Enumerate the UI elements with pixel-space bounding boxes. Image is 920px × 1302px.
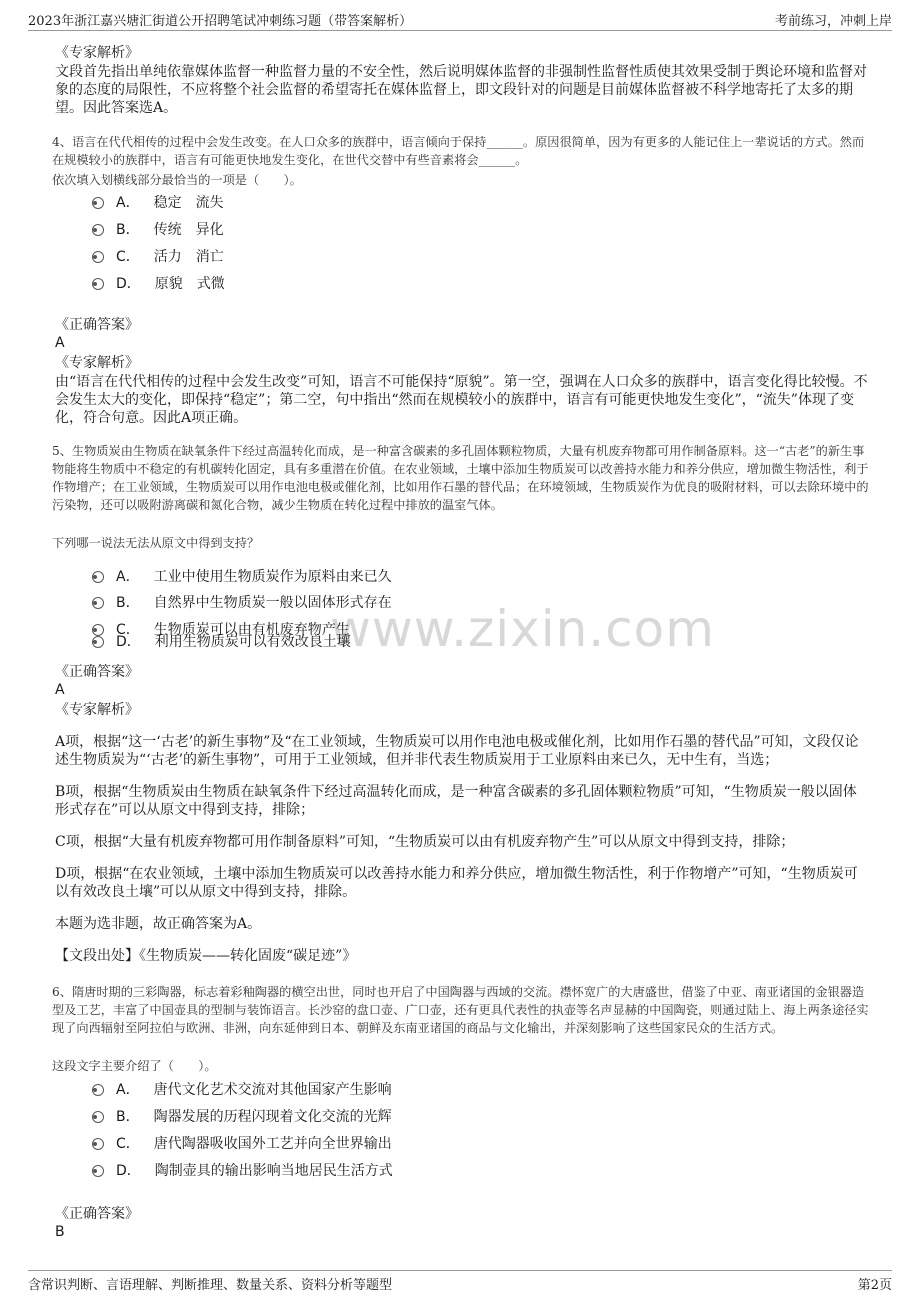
radio-icon[interactable]: [92, 1111, 104, 1123]
analysis-paragraph-d: D项，根据“在农业领域，土壤中添加生物质炭可以改善持水能力和养分供应，增加微生物活性，利于作物增产”可知，“生物质炭可以有效改良土壤”可以从原文中得到支持，排除。: [55, 866, 858, 900]
radio-icon[interactable]: [92, 224, 104, 236]
analysis-paragraph-b: B项，根据“生物质炭由生物质在缺氧条件下经过高温转化而成，是一种富含碳素的多孔固体颗粒物质”可知，“生物质炭一般以固体形式存在”可以从原文中得到支持，排除；: [55, 784, 857, 818]
question-5-option-d[interactable]: D． 利用生物质炭可以有效改良土壤: [92, 631, 351, 653]
radio-icon[interactable]: [92, 597, 104, 609]
page-number: 第2页: [857, 1278, 892, 1293]
question-6-option-c[interactable]: C． 唐代陶器吸收国外工艺并向全世界输出: [92, 1133, 392, 1155]
question-5-option-b[interactable]: B． 自然界中生物质炭一般以固体形式存在: [92, 592, 392, 614]
expert-analysis-text: 文段首先指出单纯依靠媒体监督一种监督力量的不安全性，然后说明媒体监督的非强制性监督性质使其效果受制于舆论环境和监督对象的态度的局限性，不应将整个社会监督的希望寄托在媒体监督上，即文段针对的问题是目前媒体监督被不科学地寄托了太多的期望。因此答案选A。: [55, 64, 867, 116]
expert-label: 《专家解析》: [55, 45, 139, 61]
expert-label: 《专家解析》: [55, 702, 139, 718]
radio-icon[interactable]: [92, 1138, 104, 1150]
radio-icon[interactable]: [92, 197, 104, 209]
question-4-text: 4、语言在代代相传的过程中会发生改变。在人口众多的族群中，语言倾向于保持______。原因很简单，因为有更多的人能记住上一辈说话的方式。然而在规模较小的族群中，语言有可能更快地发生变化，在世代交替中有些音素将会______。: [52, 135, 865, 167]
question-4-option-d[interactable]: D． 原貌 式微: [92, 273, 225, 295]
question-5-option-c[interactable]: C． 生物质炭可以由有机废弃物产生: [92, 619, 350, 641]
footer-text: 含常识判断、言语理解、判断推理、数量关系、资料分析等题型: [28, 1278, 393, 1293]
correct-answer-label: 《正确答案》: [55, 1206, 139, 1222]
page-header: [28, 6, 892, 31]
correct-answer-label: 《正确答案》: [55, 317, 139, 333]
radio-icon[interactable]: [92, 251, 104, 263]
question-4-option-a[interactable]: A． 稳定 流失: [92, 192, 224, 214]
watermark: www.zixin.com: [330, 600, 715, 658]
question-6-option-d[interactable]: D． 陶制壶具的输出影响当地居民生活方式: [92, 1160, 393, 1182]
page-footer: [28, 1270, 892, 1297]
question-6-prompt: 这段文字主要介绍了（ ）。: [52, 1059, 217, 1073]
analysis-paragraph-a: A项，根据“这一‘古老’的新生事物”及“在工业领域，生物质炭可以用作电池电极或催化剂，比如用作石墨的替代品”可知，文段仅论述生物质炭为“‘古老’的新生事物”，可用于工业领域，但并非代表生物质炭用于工业原料由来已久，无中生有，当选；: [55, 734, 859, 768]
radio-icon[interactable]: [92, 1084, 104, 1096]
question-5-prompt: 下列哪一说法无法从原文中得到支持？: [52, 536, 260, 550]
question-4-option-b[interactable]: B． 传统 异化: [92, 219, 224, 241]
header-title: 2023年浙江嘉兴塘汇街道公开招聘笔试冲刺练习题（带答案解析）: [28, 14, 413, 29]
correct-answer-label: 《正确答案》: [55, 664, 139, 680]
analysis-conclusion: 本题为选非题，故正确答案为A。: [55, 916, 262, 932]
question-6-text: 6、隋唐时期的三彩陶器，标志着彩釉陶器的横空出世，同时也开启了中国陶器与西域的交流。襟怀宽广的大唐盛世，借鉴了中亚、南亚诸国的金银器造型及工艺，丰富了中国壶具的型制与装饰语言。长沙窑的盘口壶、广口壶，还有更具代表性的执壶等名声显赫的中国陶瓷，则通过陆上、海上两条途径实现了向西辐射至阿拉伯与欧洲、非洲，向东延伸到日本、朝鲜及东南亚诸国的商品与文化输出，并深刻影响了这些国家民众的生活方式。: [52, 985, 869, 1035]
correct-answer-value: B: [55, 1224, 65, 1240]
expert-analysis-text: 由“语言在代代相传的过程中会发生改变”可知，语言不可能保持“原貌”。第一空，强调在人口众多的族群中，语言变化得比较慢。不会发生太大的变化，即保持“稳定”；第二空，句中指出“然而在规模较小的族群中，语言有可能更快地发生变化”，“流失”体现了变化，符合句意。因此A项正确。: [55, 374, 868, 426]
source-citation: 【文段出处】《生物质炭——转化固废“碳足迹”》: [55, 948, 357, 964]
question-6-option-b[interactable]: B． 陶器发展的历程闪现着文化交流的光辉: [92, 1106, 392, 1128]
radio-icon[interactable]: [92, 1165, 104, 1177]
header-slogan: 考前练习，冲刺上岸: [774, 14, 892, 29]
expert-label: 《专家解析》: [55, 355, 139, 371]
analysis-paragraph-c: C项，根据“大量有机废弃物都可用作制备原料”可知，“生物质炭可以由有机废弃物产生”可以从原文中得到支持，排除；: [55, 834, 795, 850]
radio-icon[interactable]: [92, 571, 104, 583]
correct-answer-value: A: [55, 335, 65, 351]
radio-icon[interactable]: [92, 278, 104, 290]
question-5-option-a[interactable]: A． 工业中使用生物质炭作为原料由来已久: [92, 566, 392, 588]
question-5-text: 5、生物质炭由生物质在缺氧条件下经过高温转化而成，是一种富含碳素的多孔固体颗粒物质，大量有机废弃物都可用作制备原料。这一“古老”的新生事物能将生物质中不稳定的有机碳转化固定，具有多重潜在价值。在农业领域，土壤中添加生物质炭可以改善持水能力和养分供应，增加微生物活性，利于作物增产；在工业领域，生物质炭可以用作电池电极或催化剂，比如用作石墨的替代品；在环境领域，生物质炭作为优良的吸附材料，可以去除环境中的污染物，还可以吸附游离碳和氮化合物，减少生物质在转化过程中排放的温室气体。: [52, 444, 869, 512]
question-4-prompt: 依次填入划横线部分最恰当的一项是（ ）。: [52, 173, 302, 187]
radio-icon[interactable]: [92, 636, 104, 648]
question-4-option-c[interactable]: C． 活力 消亡: [92, 246, 224, 268]
question-6-option-a[interactable]: A． 唐代文化艺术交流对其他国家产生影响: [92, 1079, 392, 1101]
correct-answer-value: A: [55, 682, 65, 698]
